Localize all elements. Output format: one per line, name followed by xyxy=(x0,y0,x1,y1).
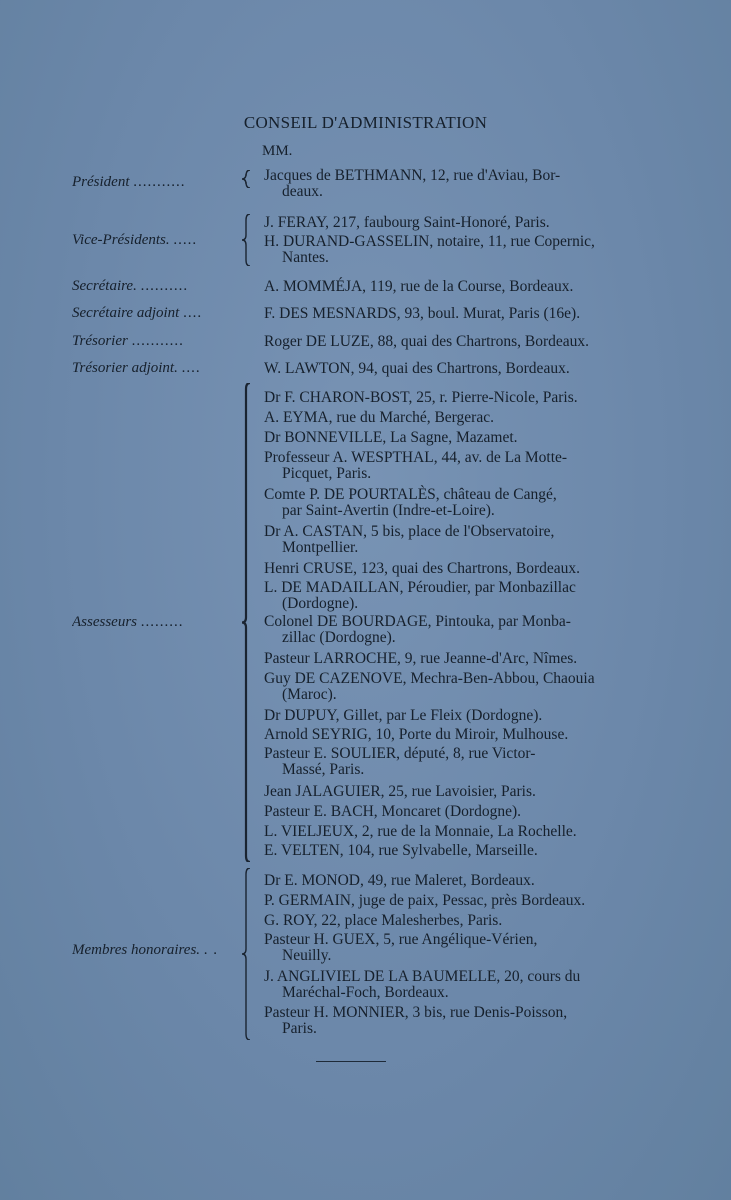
member-line: Professeur A. WESPTHAL, 44, av. de La Motte- xyxy=(264,449,568,466)
member-line-continuation: par Saint-Avertin (Indre-et-Loire). xyxy=(282,502,495,519)
role-label-text: Trésorier adjoint. xyxy=(72,360,178,376)
member-line: E. VELTEN, 104, rue Sylvabelle, Marseille. xyxy=(264,842,538,859)
role-label-text: Vice-Présidents. xyxy=(72,232,170,248)
member-entry xyxy=(264,893,636,909)
member-line: Pasteur H. GUEX, 5, rue Angélique-Vérien, xyxy=(264,931,538,948)
member-line-continuation: Montpellier. xyxy=(282,539,359,556)
member-line: P. GERMAIN, juge de paix, Pessac, près Bordeaux. xyxy=(264,892,586,909)
member-line: Jacques de BETHMANN, 12, rue d'Aviau, Bor- xyxy=(264,167,561,184)
member-line: Dr E. MONOD, 49, rue Maleret, Bordeaux. xyxy=(264,872,535,889)
member-line: Pasteur E. BACH, Moncaret (Dordogne). xyxy=(264,803,521,820)
role-label xyxy=(72,278,240,295)
member-line: Jean JALAGUIER, 25, rue Lavoisier, Paris. xyxy=(264,783,536,800)
member-line: A. EYMA, rue du Marché, Bergerac. xyxy=(264,409,494,426)
role-label xyxy=(72,333,240,350)
member-entry xyxy=(264,1005,636,1037)
member-entry xyxy=(264,334,636,350)
member-line: G. ROY, 22, place Malesherbes, Paris. xyxy=(264,912,503,929)
member-line-continuation: Maréchal-Foch, Bordeaux. xyxy=(282,984,449,1001)
member-entry xyxy=(264,168,636,200)
leader-dots: . . xyxy=(203,942,219,958)
member-line-continuation: Neuilly. xyxy=(282,947,332,964)
member-entry xyxy=(264,784,636,800)
member-line: L. DE MADAILLAN, Péroudier, par Monbazillac xyxy=(264,579,576,596)
page-title: CONSEIL D'ADMINISTRATION xyxy=(243,113,488,132)
member-entry xyxy=(264,913,636,929)
leader-dots: .... xyxy=(181,360,201,376)
member-line: Pasteur E. SOULIER, député, 8, rue Victor- xyxy=(264,745,536,762)
member-line-continuation: Massé, Paris. xyxy=(282,761,365,778)
member-line: Guy DE CAZENOVE, Mechra-Ben-Abbou, Chaouia xyxy=(264,670,595,687)
member-line: Roger DE LUZE, 88, quai des Chartrons, Bordeaux. xyxy=(264,333,590,350)
role-label-text: Président xyxy=(72,174,130,190)
member-entry xyxy=(264,215,636,231)
leader-dots: .... xyxy=(183,305,203,321)
member-entry xyxy=(264,843,636,859)
role-label xyxy=(72,305,240,322)
member-entry xyxy=(264,671,636,703)
member-entry xyxy=(264,450,636,482)
member-entry xyxy=(264,824,636,840)
member-line: Dr A. CASTAN, 5 bis, place de l'Observatoire, xyxy=(264,523,555,540)
member-line-continuation: zillac (Dordogne). xyxy=(282,629,396,646)
member-line-continuation: Paris. xyxy=(282,1020,317,1037)
member-line-continuation: (Maroc). xyxy=(282,686,337,703)
member-entry xyxy=(264,746,636,778)
member-entry xyxy=(264,969,636,1001)
member-line: W. LAWTON, 94, quai des Chartrons, Bordeaux. xyxy=(264,360,570,377)
curly-brace xyxy=(240,170,254,188)
member-line: L. VIELJEUX, 2, rue de la Monnaie, La Rochelle. xyxy=(264,823,577,840)
member-line: Comte P. DE POURTALÈS, château de Cangé, xyxy=(264,486,557,503)
member-entry xyxy=(264,708,636,724)
member-entry xyxy=(264,306,636,322)
closing-rule xyxy=(316,1061,386,1062)
member-entry xyxy=(264,873,636,889)
role-label xyxy=(72,942,240,959)
role-label-text: Assesseurs xyxy=(72,614,138,630)
leader-dots: ........... xyxy=(133,174,186,190)
member-line: H. DURAND-GASSELIN, notaire, 11, rue Copernic, xyxy=(264,233,595,250)
member-line: Dr BONNEVILLE, La Sagne, Mazamet. xyxy=(264,429,518,446)
leader-dots: ..... xyxy=(173,232,198,248)
role-label xyxy=(72,614,240,631)
role-label-text: Secrétaire. xyxy=(72,278,137,294)
member-entry xyxy=(264,390,636,406)
member-entry xyxy=(264,524,636,556)
member-entry xyxy=(264,651,636,667)
member-line: Arnold SEYRIG, 10, Porte du Miroir, Mulhouse. xyxy=(264,726,569,743)
member-entry xyxy=(264,580,636,612)
member-entry xyxy=(264,561,636,577)
role-label-text: Trésorier xyxy=(72,333,128,349)
member-entry xyxy=(264,430,636,446)
member-line-continuation: Nantes. xyxy=(282,249,329,266)
member-entry xyxy=(264,410,636,426)
member-line: Colonel DE BOURDAGE, Pintouka, par Monba- xyxy=(264,613,571,630)
member-entry xyxy=(264,804,636,820)
leader-dots: ......... xyxy=(140,614,184,630)
role-label-text: Membres honoraires. xyxy=(72,942,201,958)
role-label xyxy=(72,232,240,249)
member-entry xyxy=(264,361,636,377)
member-entry xyxy=(264,932,636,964)
member-entry xyxy=(264,487,636,519)
member-line: Dr DUPUY, Gillet, par Le Fleix (Dordogne). xyxy=(264,707,543,724)
member-entry xyxy=(264,727,636,743)
honorific: MM. xyxy=(262,143,293,159)
curly-brace xyxy=(240,868,254,1040)
member-line: A. MOMMÉJA, 119, rue de la Course, Bordeaux. xyxy=(264,278,574,295)
member-line: J. FERAY, 217, faubourg Saint-Honoré, Paris. xyxy=(264,214,550,231)
member-line-continuation: (Dordogne). xyxy=(282,595,359,612)
member-line-continuation: deaux. xyxy=(282,183,323,200)
curly-brace xyxy=(240,214,254,266)
member-line: Pasteur H. MONNIER, 3 bis, rue Denis-Poisson, xyxy=(264,1004,568,1021)
member-line: Henri CRUSE, 123, quai des Chartrons, Bordeaux. xyxy=(264,560,580,577)
leader-dots: .......... xyxy=(140,278,189,294)
role-label xyxy=(72,360,240,377)
member-line: Dr F. CHARON-BOST, 25, r. Pierre-Nicole, Paris. xyxy=(264,389,578,406)
member-line: F. DES MESNARDS, 93, boul. Murat, Paris (16e). xyxy=(264,305,581,322)
member-line-continuation: Picquet, Paris. xyxy=(282,465,372,482)
role-label xyxy=(72,174,240,191)
member-entry xyxy=(264,614,636,646)
member-line: J. ANGLIVIEL DE LA BAUMELLE, 20, cours du xyxy=(264,968,581,985)
role-label-text: Secrétaire adjoint xyxy=(72,305,180,321)
curly-brace xyxy=(240,383,254,862)
member-line: Pasteur LARROCHE, 9, rue Jeanne-d'Arc, Nîmes. xyxy=(264,650,578,667)
leader-dots: ........... xyxy=(131,333,184,349)
member-entry xyxy=(264,279,636,295)
member-entry xyxy=(264,234,636,266)
